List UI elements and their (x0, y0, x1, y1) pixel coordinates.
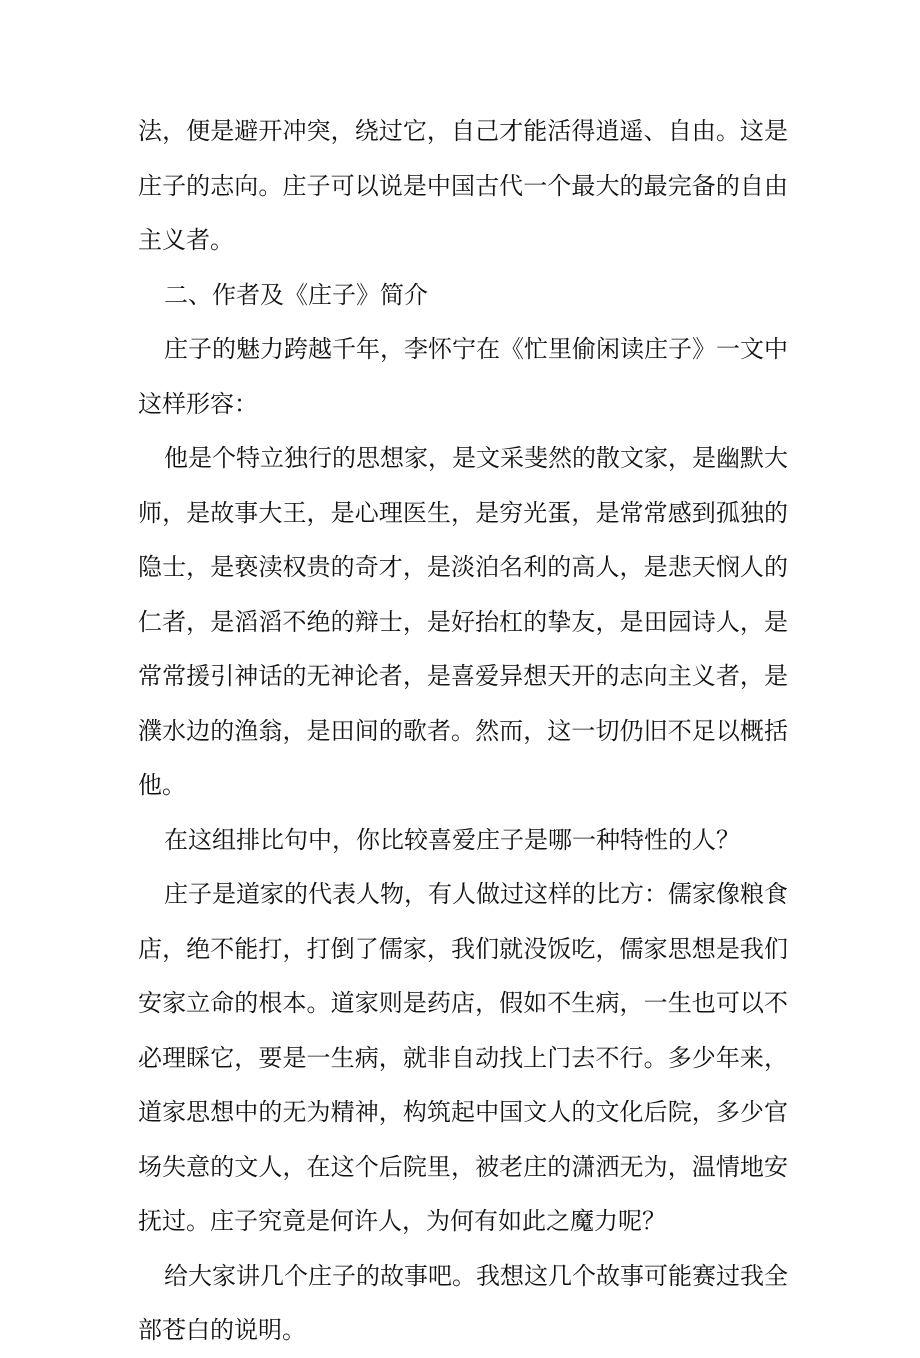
paragraph-closing: 给大家讲几个庄子的故事吧。我想这几个故事可能赛过我全部苍白的说明。 (138, 1261, 788, 1344)
paragraph-intro: 庄子的魅力跨越千年，李怀宁在《忙里偷闲读庄子》一文中这样形容： (138, 335, 788, 418)
section-heading: 二、作者及《庄子》简介 (164, 280, 428, 309)
document-body (138, 104, 788, 1358)
paragraph-question: 在这组排比句中，你比较喜爱庄子是哪一种特性的人？ (164, 825, 740, 854)
paragraph-continuation: 法，便是避开冲突，绕过它，自己才能活得逍遥、自由。这是庄子的志向。庄子可以说是中国古代一个最大的最完备的自由主义者。 (138, 117, 788, 254)
paragraph-analogy: 庄子是道家的代表人物，有人做过这样的比方：儒家像粮食店，绝不能打，打倒了儒家，我们就没饭吃，儒家思想是我们安家立命的根本。道家则是药店，假如不生病，一生也可以不必理睬它，要是一生病，就非自动找上门去不行。多少年来，道家思想中的无为精神，构筑起中国文人的文化后院，多少官场失意的文人，在这个后院里，被老庄的潇洒无为，温情地安抚过。庄子究竟是何许人，为何有如此之魔力呢？ (138, 880, 788, 1235)
paragraph-quote: 他是个特立独行的思想家，是文采斐然的散文家，是幽默大师，是故事大王，是心理医生，是穷光蛋，是常常感到孤独的隐士，是亵渎权贵的奇才，是淡泊名利的高人，是悲天悯人的仁者，是滔滔不绝的辩士，是好抬杠的挚友，是田园诗人，是常常援引神话的无神论者，是喜爱异想天开的志向主义者，是濮水边的渔翁，是田间的歌者。然而，这一切仍旧不足以概括他。 (138, 444, 788, 799)
